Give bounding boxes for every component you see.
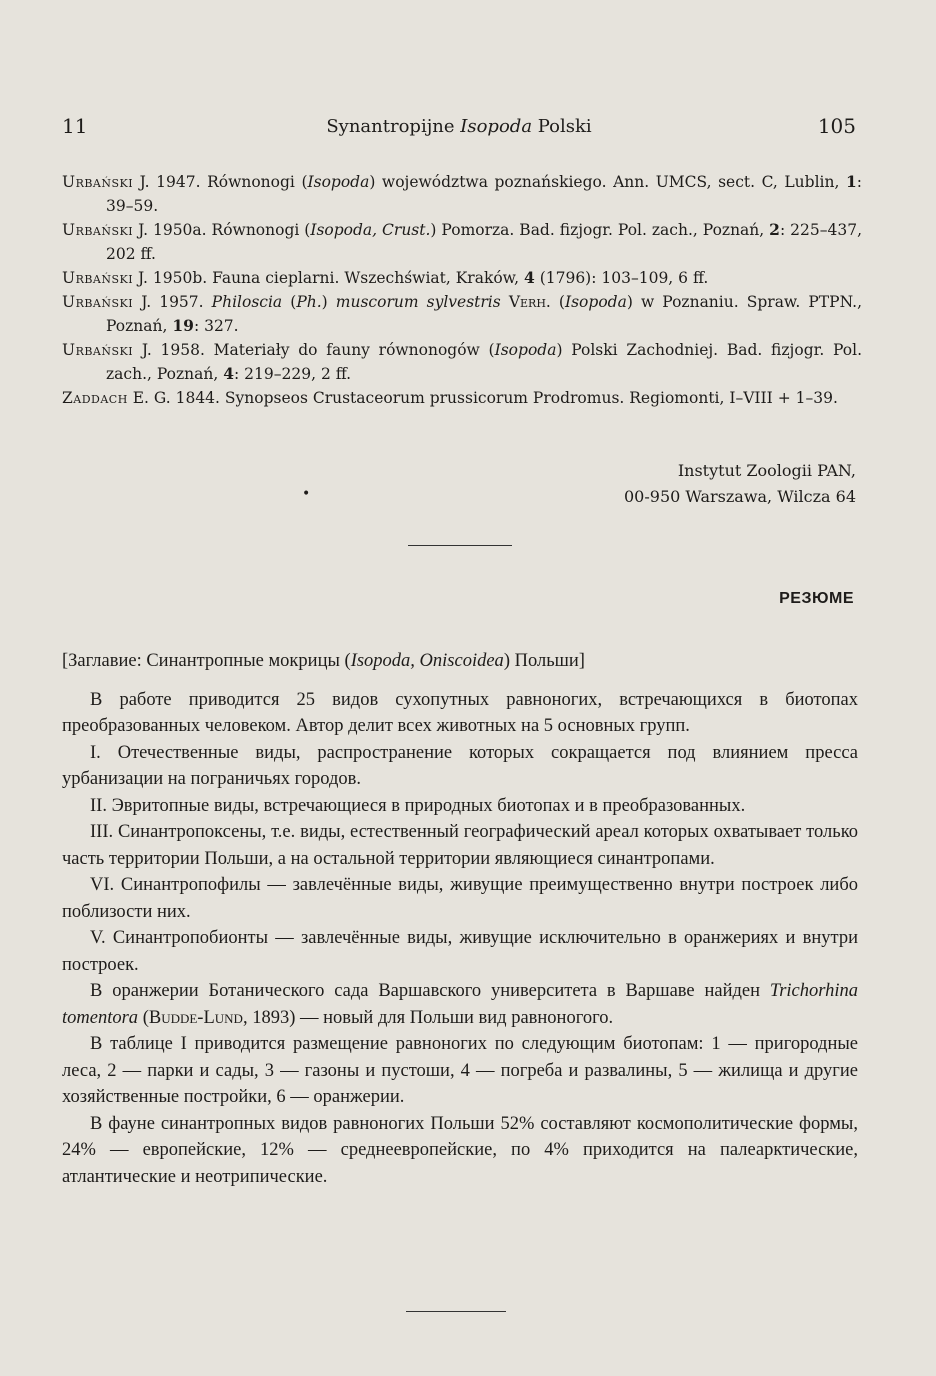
summary-paragraph <box>62 872 858 925</box>
summary-paragraph <box>62 819 858 872</box>
reference-entry <box>62 170 862 218</box>
reference-author: Urbański <box>62 173 134 191</box>
text-run: ) Pomorza. Bad. fizjogr. Pol. zach., Poznań, <box>430 221 770 239</box>
reference-entry <box>62 266 862 291</box>
text-run: Isopoda, Crust. <box>310 221 431 239</box>
summary-paragraph <box>62 1111 858 1191</box>
text-run: V. Синантропобионты — завлечённые виды, живущие исключительно в оранжериях и внутри построек. <box>62 928 858 975</box>
text-run: ) Польши] <box>503 651 585 671</box>
summary-paragraph <box>62 793 858 820</box>
running-title-taxon: Isopoda <box>460 116 533 137</box>
author-address <box>624 458 856 510</box>
reference-author: Urbański <box>62 340 134 359</box>
text-run: ( <box>550 292 565 311</box>
text-run: Philoscia <box>211 292 283 311</box>
summary-paragraph <box>62 1031 858 1111</box>
reference-list <box>62 170 862 410</box>
text-run: J. 1950b. Fauna cieplarni. Wszechświat, Kraków, <box>133 269 524 287</box>
reference-entry <box>62 339 862 387</box>
text-run: (1796): 103–109, 6 ff. <box>534 269 709 287</box>
text-run: I. Отечественные виды, распространение которых сокращается под влиянием пресса урбанизации на пограничьях городов. <box>62 742 858 789</box>
page-number-left: 11 <box>62 114 88 138</box>
summary-body <box>62 648 858 1190</box>
end-rule <box>406 1311 506 1312</box>
text-run: J. 1958. Materiały do fauny równonogów ( <box>133 340 495 359</box>
text-run: 19 <box>172 316 194 335</box>
address-street: 00-950 Warszawa, Wilcza 64 <box>624 487 856 506</box>
text-run: Ph. <box>296 292 322 311</box>
text-run: В работе приводится 25 видов сухопутных равноногих, встречающихся в биотопах преобразованных человеком. Автор делит всех животных на 5 основных групп. <box>62 689 858 736</box>
text-run: III. Синантропоксены, т.е. виды, естественный географический ареал которых охватывает только часть территории Польши, а на остальной территории являющиеся синантропами. <box>62 822 858 869</box>
text-run: В фауне синантропных видов равноногих Польши 52% составляют космополитические формы, 24% — европейские, 12% — среднеевропейские, по 4% приходится на палеарктические, атлантические и неотрипические. <box>62 1113 858 1187</box>
text-run: J. 1950a. Równonogi ( <box>133 221 311 239</box>
text-run: Budde-Lund <box>148 1007 243 1028</box>
running-title-suffix: Polski <box>532 116 592 137</box>
separator-rule <box>408 545 512 546</box>
bullet-mark: • <box>302 486 311 502</box>
text-run: VI. Синантропофилы — завлечённые виды, живущие преимущественно внутри построек либо поблизости них. <box>62 875 858 922</box>
text-run: : 225–437, 202 ff. <box>106 221 862 263</box>
text-run: J. 1957. <box>133 292 212 311</box>
text-run: Isopoda <box>564 292 627 311</box>
reference-author: Urbański <box>62 221 134 239</box>
text-run: E. G. 1844. Synopseos Crustaceorum prussicorum Prodromus. Regiomonti, I–VIII + 1–39. <box>127 388 838 407</box>
page-number-right: 105 <box>817 114 856 138</box>
text-run: : 39–59. <box>106 173 863 215</box>
summary-paragraphs <box>62 687 858 1191</box>
text-run: 2 <box>769 220 780 239</box>
summary-paragraph <box>62 925 858 978</box>
text-run: Isopoda <box>494 340 557 359</box>
text-run: ) <box>321 292 336 311</box>
reference-entry <box>62 387 862 411</box>
text-run: muscorum sylvestris <box>335 292 501 311</box>
reference-entry <box>62 218 862 266</box>
text-run: Isopoda, Oniscoidea <box>350 651 504 671</box>
reference-author: Urbański <box>62 292 134 311</box>
text-run: , 1893) — новый для Польши вид равноногого. <box>242 1007 614 1028</box>
running-title-prefix: Synantropijne <box>326 116 461 137</box>
text-run: 4 <box>523 268 535 287</box>
reference-entry <box>62 291 862 339</box>
text-run: Verh. <box>508 292 551 311</box>
text-run: [Заглавие: Синантропные мокрицы ( <box>62 651 351 671</box>
address-institute: Instytut Zoologii PAN, <box>677 461 856 480</box>
reference-author: Zaddach <box>62 388 128 407</box>
summary-title <box>62 648 858 675</box>
text-run: : 219–229, 2 ff. <box>234 365 352 383</box>
running-header <box>62 114 856 144</box>
text-run: J. 1947. Równonogi ( <box>133 173 308 191</box>
text-run: : 327. <box>193 317 239 335</box>
text-run: ( <box>138 1007 149 1028</box>
text-run: В таблице I приводится размещение равноногих по следующим биотопам: 1 — пригородные леса, 2 — парки и сады, 3 — газоны и пустоши, 4 — погреба и развалины, 5 — жилища и другие хозяйственные постройки, 6 — оранжерии. <box>62 1034 858 1107</box>
summary-paragraph <box>62 740 858 793</box>
text-run: ( <box>282 292 297 311</box>
summary-heading: РЕЗЮМЕ <box>779 590 854 607</box>
text-run: 4 <box>223 364 235 383</box>
reference-author: Urbański <box>62 269 134 287</box>
text-run: ) województwa poznańskiego. Ann. UMCS, sect. C, Lublin, <box>369 173 846 191</box>
text-run: ) Polski Zachodniej. Bad. fizjogr. Pol. zach., Poznań, <box>106 340 863 383</box>
text-run <box>501 293 509 311</box>
text-run: ) w Poznaniu. Spraw. PTPN., Poznań, <box>106 292 862 335</box>
text-run: Isopoda <box>307 173 370 191</box>
text-run: II. Эвритопные виды, встречающиеся в природных биотопах и в преобразованных. <box>90 795 746 816</box>
text-run: 1 <box>845 172 857 191</box>
text-run: Trichorhina tomentora <box>62 981 858 1028</box>
summary-paragraph <box>62 978 858 1031</box>
text-run: В оранжерии Ботанического сада Варшавского университета в Варшаве найден <box>90 981 770 1001</box>
summary-paragraph <box>62 687 858 740</box>
running-title <box>62 116 856 137</box>
